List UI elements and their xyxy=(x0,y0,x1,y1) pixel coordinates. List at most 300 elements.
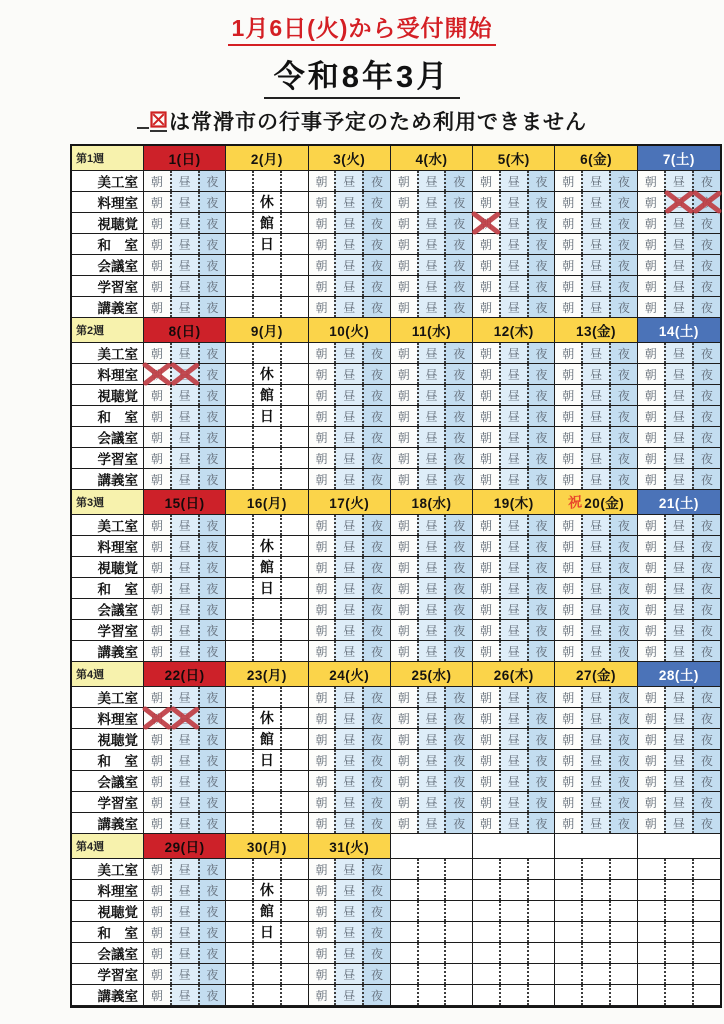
time-slot-label: 朝 xyxy=(480,539,493,554)
time-slot xyxy=(362,276,390,296)
empty-slot xyxy=(638,859,664,879)
day-cell xyxy=(638,599,720,620)
day-header xyxy=(309,146,391,171)
empty-slot xyxy=(252,729,280,749)
day-cell xyxy=(309,880,391,901)
time-slot xyxy=(391,771,417,791)
day-cell xyxy=(309,234,391,255)
time-slot-label: 朝 xyxy=(315,258,328,273)
time-slot-label: 夜 xyxy=(617,753,630,768)
time-slot xyxy=(692,729,720,749)
time-slot xyxy=(334,469,362,489)
empty-slot xyxy=(280,985,308,1005)
empty-slot xyxy=(609,859,637,879)
time-slot-label: 夜 xyxy=(535,409,548,424)
day-cell xyxy=(555,964,637,985)
day-cell xyxy=(638,729,720,750)
time-slot xyxy=(309,964,335,984)
time-slot-label: 朝 xyxy=(480,258,493,273)
time-slot xyxy=(638,599,664,619)
time-slot-label: 夜 xyxy=(206,795,219,810)
day-cell xyxy=(309,276,391,297)
time-slot xyxy=(362,515,390,535)
time-slot xyxy=(555,687,581,707)
empty-slot xyxy=(252,641,280,661)
time-slot xyxy=(170,364,198,384)
time-slot xyxy=(473,578,499,598)
day-cell xyxy=(473,813,555,834)
time-slot-label: 昼 xyxy=(343,451,356,466)
reception-notice: 1月6日(火)から受付開始 xyxy=(228,10,497,46)
time-slot xyxy=(638,213,664,233)
time-slot-label: 朝 xyxy=(562,195,575,210)
time-slot xyxy=(638,708,664,728)
empty-slot xyxy=(280,943,308,963)
day-cell xyxy=(473,297,555,318)
day-cell xyxy=(144,964,226,985)
time-slot-label: 夜 xyxy=(535,711,548,726)
room-label: 美工室 xyxy=(72,343,144,364)
closed-day-char: 休 xyxy=(259,366,274,382)
time-slot xyxy=(499,729,527,749)
time-slot xyxy=(362,536,390,556)
empty-slot xyxy=(664,922,692,942)
time-slot xyxy=(692,771,720,791)
time-slot xyxy=(144,469,170,489)
day-cell xyxy=(144,364,226,385)
empty-slot xyxy=(252,364,280,384)
empty-slot xyxy=(280,687,308,707)
day-cell xyxy=(555,234,637,255)
time-slot xyxy=(638,750,664,770)
empty-slot xyxy=(280,792,308,812)
closed-day-char: 休 xyxy=(259,882,274,898)
time-slot xyxy=(198,557,226,577)
time-slot-label: 夜 xyxy=(700,623,713,638)
time-slot xyxy=(362,427,390,447)
empty-slot xyxy=(581,901,609,921)
time-slot-label: 朝 xyxy=(644,753,657,768)
time-slot-label: 昼 xyxy=(343,367,356,382)
empty-slot xyxy=(499,985,527,1005)
time-slot-label: 夜 xyxy=(617,560,630,575)
time-slot-label: 夜 xyxy=(206,388,219,403)
time-slot xyxy=(170,343,198,363)
time-slot-label: 夜 xyxy=(206,174,219,189)
time-slot xyxy=(170,578,198,598)
time-slot xyxy=(499,406,527,426)
time-slot xyxy=(198,255,226,275)
empty-slot xyxy=(252,620,280,640)
time-slot xyxy=(638,276,664,296)
time-slot xyxy=(309,792,335,812)
day-cell xyxy=(144,515,226,536)
time-slot-label: 朝 xyxy=(315,925,328,940)
time-slot xyxy=(692,406,720,426)
time-slot-label: 夜 xyxy=(370,690,383,705)
empty-slot xyxy=(609,922,637,942)
time-slot-label: 昼 xyxy=(343,472,356,487)
time-slot-label: 朝 xyxy=(150,732,163,747)
time-slot xyxy=(581,641,609,661)
time-slot-label: 夜 xyxy=(370,539,383,554)
time-slot xyxy=(555,557,581,577)
time-slot xyxy=(692,364,720,384)
time-slot-label: 朝 xyxy=(562,623,575,638)
time-slot xyxy=(144,515,170,535)
empty-slot xyxy=(226,213,252,233)
time-slot-label: 朝 xyxy=(562,388,575,403)
empty-slot xyxy=(280,599,308,619)
day-header-label: 22(日) xyxy=(164,668,205,683)
day-cell xyxy=(391,813,473,834)
empty-slot xyxy=(473,880,499,900)
day-cell xyxy=(638,985,720,1006)
day-cell xyxy=(309,297,391,318)
time-slot-label: 昼 xyxy=(343,623,356,638)
time-slot-label: 昼 xyxy=(178,644,191,659)
time-slot xyxy=(609,771,637,791)
day-cell xyxy=(226,578,308,599)
time-slot xyxy=(334,427,362,447)
empty-slot xyxy=(252,792,280,812)
time-slot-label: 朝 xyxy=(315,216,328,231)
time-slot-label: 朝 xyxy=(562,581,575,596)
day-cell xyxy=(473,536,555,557)
time-slot-label: 朝 xyxy=(644,795,657,810)
day-header-label: 3(火) xyxy=(333,152,366,167)
empty-slot xyxy=(252,406,280,426)
day-cell xyxy=(638,620,720,641)
time-slot xyxy=(334,255,362,275)
time-slot xyxy=(309,729,335,749)
empty-slot xyxy=(226,771,252,791)
time-slot xyxy=(391,343,417,363)
time-slot xyxy=(444,276,472,296)
time-slot xyxy=(555,469,581,489)
time-slot xyxy=(609,620,637,640)
day-cell xyxy=(555,171,637,192)
time-slot-label: 夜 xyxy=(453,623,466,638)
time-slot-label: 朝 xyxy=(480,816,493,831)
time-slot xyxy=(309,536,335,556)
week-label: 第2週 xyxy=(72,318,144,343)
time-slot xyxy=(417,385,445,405)
empty-slot xyxy=(391,859,417,879)
time-slot-label: 昼 xyxy=(425,430,438,445)
time-slot xyxy=(638,641,664,661)
time-slot xyxy=(444,729,472,749)
time-slot xyxy=(309,599,335,619)
time-slot xyxy=(581,171,609,191)
time-slot-label: 夜 xyxy=(370,753,383,768)
time-slot-label: 朝 xyxy=(150,560,163,575)
time-slot xyxy=(555,792,581,812)
empty-slot xyxy=(280,620,308,640)
page-title: 令和8年3月 xyxy=(264,51,460,99)
time-slot xyxy=(581,234,609,254)
time-slot-label: 夜 xyxy=(453,560,466,575)
time-slot-label: 夜 xyxy=(535,237,548,252)
time-slot xyxy=(581,708,609,728)
empty-slot xyxy=(252,750,280,770)
time-slot-label: 朝 xyxy=(644,560,657,575)
time-slot-label: 夜 xyxy=(700,518,713,533)
day-cell xyxy=(226,922,308,943)
time-slot-label: 昼 xyxy=(343,581,356,596)
day-cell xyxy=(144,234,226,255)
time-slot-label: 昼 xyxy=(343,774,356,789)
time-slot-label: 朝 xyxy=(150,346,163,361)
day-cell xyxy=(638,427,720,448)
time-slot xyxy=(692,750,720,770)
time-slot xyxy=(170,620,198,640)
time-slot-label: 朝 xyxy=(315,904,328,919)
time-slot-label: 夜 xyxy=(535,174,548,189)
time-slot xyxy=(144,687,170,707)
time-slot-label: 夜 xyxy=(700,560,713,575)
time-slot xyxy=(527,385,555,405)
time-slot-label: 昼 xyxy=(178,904,191,919)
time-slot xyxy=(499,536,527,556)
day-cell xyxy=(226,171,308,192)
time-slot xyxy=(527,255,555,275)
empty-slot xyxy=(280,578,308,598)
time-slot xyxy=(473,708,499,728)
time-slot-label: 夜 xyxy=(617,216,630,231)
time-slot-label: 夜 xyxy=(453,472,466,487)
time-slot-label: 夜 xyxy=(700,300,713,315)
time-slot-label: 夜 xyxy=(453,816,466,831)
time-slot-label: 昼 xyxy=(425,279,438,294)
time-slot xyxy=(664,213,692,233)
time-slot-label: 夜 xyxy=(370,367,383,382)
time-slot xyxy=(609,276,637,296)
time-slot-label: 昼 xyxy=(590,451,603,466)
time-slot xyxy=(309,641,335,661)
day-header-label: 12(木) xyxy=(493,324,534,339)
time-slot xyxy=(664,276,692,296)
time-slot xyxy=(334,708,362,728)
time-slot-label: 夜 xyxy=(453,602,466,617)
time-slot xyxy=(473,729,499,749)
time-slot xyxy=(309,448,335,468)
time-slot-label: 昼 xyxy=(590,753,603,768)
time-slot xyxy=(417,406,445,426)
time-slot-label: 朝 xyxy=(562,279,575,294)
time-slot xyxy=(609,406,637,426)
day-cell xyxy=(638,922,720,943)
day-cell xyxy=(473,620,555,641)
time-slot-label: 朝 xyxy=(315,430,328,445)
time-slot xyxy=(444,234,472,254)
day-cell xyxy=(309,385,391,406)
time-slot xyxy=(309,276,335,296)
room-label: 会議室 xyxy=(72,771,144,792)
empty-slot xyxy=(638,901,664,921)
time-slot-label: 夜 xyxy=(206,539,219,554)
time-slot xyxy=(144,297,170,317)
time-slot xyxy=(555,297,581,317)
time-slot-label: 朝 xyxy=(315,883,328,898)
time-slot-label: 昼 xyxy=(507,753,520,768)
time-slot xyxy=(581,406,609,426)
time-slot-label: 昼 xyxy=(343,602,356,617)
day-header xyxy=(226,146,308,171)
empty-slot xyxy=(226,729,252,749)
time-slot-label: 朝 xyxy=(480,690,493,705)
time-slot-label: 昼 xyxy=(343,430,356,445)
time-slot-label: 朝 xyxy=(644,409,657,424)
time-slot-label: 朝 xyxy=(150,925,163,940)
time-slot xyxy=(527,448,555,468)
day-cell xyxy=(144,901,226,922)
time-slot xyxy=(198,880,226,900)
time-slot-label: 朝 xyxy=(644,690,657,705)
time-slot xyxy=(609,343,637,363)
day-cell xyxy=(144,792,226,813)
time-slot-label: 昼 xyxy=(672,518,685,533)
time-slot-label: 夜 xyxy=(206,560,219,575)
empty-slot xyxy=(252,276,280,296)
empty-slot xyxy=(638,943,664,963)
day-cell xyxy=(391,729,473,750)
room-label: 美工室 xyxy=(72,515,144,536)
time-slot xyxy=(499,213,527,233)
day-cell xyxy=(638,859,720,880)
time-slot-label: 朝 xyxy=(562,300,575,315)
empty-slot xyxy=(226,364,252,384)
time-slot xyxy=(170,469,198,489)
time-slot-label: 昼 xyxy=(178,539,191,554)
time-slot-label: 夜 xyxy=(700,451,713,466)
time-slot-label: 夜 xyxy=(206,472,219,487)
empty-slot xyxy=(391,880,417,900)
time-slot-label: 夜 xyxy=(370,581,383,596)
time-slot xyxy=(170,557,198,577)
day-cell xyxy=(144,771,226,792)
day-cell xyxy=(226,255,308,276)
time-slot xyxy=(444,255,472,275)
time-slot-label: 夜 xyxy=(370,279,383,294)
time-slot-label: 夜 xyxy=(370,195,383,210)
empty-slot xyxy=(226,943,252,963)
time-slot-label: 朝 xyxy=(315,451,328,466)
time-slot xyxy=(417,255,445,275)
time-slot-label: 昼 xyxy=(178,258,191,273)
day-cell xyxy=(555,729,637,750)
time-slot-label: 朝 xyxy=(315,237,328,252)
time-slot-label: 昼 xyxy=(590,195,603,210)
time-slot xyxy=(692,687,720,707)
time-slot-label: 朝 xyxy=(562,795,575,810)
empty-slot xyxy=(252,985,280,1005)
time-slot-label: 昼 xyxy=(425,409,438,424)
time-slot-label: 夜 xyxy=(370,862,383,877)
empty-slot xyxy=(581,880,609,900)
time-slot-label: 夜 xyxy=(370,795,383,810)
day-cell xyxy=(144,687,226,708)
day-header-label: 31(火) xyxy=(329,840,370,855)
time-slot-label: 朝 xyxy=(644,539,657,554)
day-header-label: 28(土) xyxy=(658,668,699,683)
time-slot xyxy=(198,213,226,233)
time-slot xyxy=(609,213,637,233)
time-slot xyxy=(362,192,390,212)
time-slot xyxy=(664,792,692,812)
time-slot xyxy=(444,448,472,468)
time-slot xyxy=(527,792,555,812)
time-slot xyxy=(581,557,609,577)
day-cell xyxy=(473,943,555,964)
time-slot xyxy=(499,192,527,212)
time-slot xyxy=(555,641,581,661)
day-cell xyxy=(638,276,720,297)
time-slot xyxy=(198,536,226,556)
time-slot-label: 夜 xyxy=(453,195,466,210)
time-slot xyxy=(692,343,720,363)
time-slot-label: 朝 xyxy=(397,367,410,382)
day-cell xyxy=(226,234,308,255)
time-slot xyxy=(473,427,499,447)
time-slot-label: 朝 xyxy=(562,409,575,424)
empty-slot xyxy=(280,343,308,363)
time-slot xyxy=(555,213,581,233)
time-slot-label: 夜 xyxy=(535,795,548,810)
time-slot xyxy=(391,255,417,275)
time-slot xyxy=(309,578,335,598)
day-header-label: 5(木) xyxy=(497,152,530,167)
time-slot-label: 夜 xyxy=(370,602,383,617)
time-slot xyxy=(499,234,527,254)
empty-slot xyxy=(226,813,252,833)
time-slot xyxy=(555,708,581,728)
time-slot xyxy=(170,192,198,212)
time-slot xyxy=(362,708,390,728)
time-slot xyxy=(170,406,198,426)
time-slot xyxy=(391,297,417,317)
time-slot-label: 昼 xyxy=(590,690,603,705)
empty-slot xyxy=(499,964,527,984)
time-slot xyxy=(309,880,335,900)
day-header xyxy=(391,146,473,171)
day-cell xyxy=(144,406,226,427)
day-cell xyxy=(473,427,555,448)
day-header-label: 19(木) xyxy=(493,496,534,511)
time-slot xyxy=(692,708,720,728)
empty-slot xyxy=(555,985,581,1005)
time-slot xyxy=(444,297,472,317)
day-cell xyxy=(555,771,637,792)
empty-slot xyxy=(664,964,692,984)
time-slot-label: 朝 xyxy=(150,409,163,424)
time-slot xyxy=(417,813,445,833)
day-cell xyxy=(391,515,473,536)
time-slot-label: 夜 xyxy=(700,774,713,789)
time-slot-label: 夜 xyxy=(617,472,630,487)
time-slot xyxy=(692,213,720,233)
time-slot xyxy=(499,599,527,619)
time-slot-label: 夜 xyxy=(206,644,219,659)
week-label: 第1週 xyxy=(72,146,144,171)
time-slot-label: 朝 xyxy=(562,518,575,533)
time-slot-label: 夜 xyxy=(617,539,630,554)
time-slot xyxy=(391,750,417,770)
time-slot xyxy=(198,859,226,879)
time-slot-label: 朝 xyxy=(150,644,163,659)
time-slot-label: 朝 xyxy=(397,237,410,252)
time-slot-label: 昼 xyxy=(178,346,191,361)
